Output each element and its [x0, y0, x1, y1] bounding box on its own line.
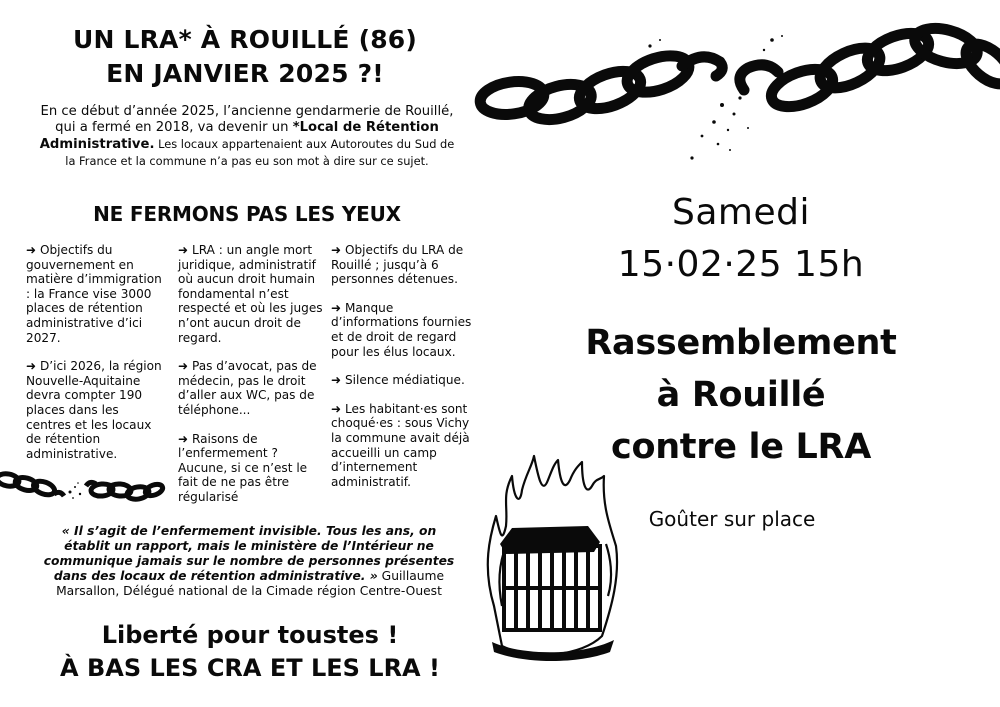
burning-cage-icon — [482, 456, 622, 666]
broken-chain-icon — [482, 10, 1000, 170]
slogan-line1: Liberté pour toustes ! — [101, 621, 399, 649]
bullet-item: ➜ D’ici 2026, la région Nouvelle-Aquitaine devra compter 190 places dans les centres et les locaux de rétention administrative. — [26, 359, 162, 461]
broken-chain-icon — [0, 466, 165, 508]
column-3 — [331, 243, 473, 503]
right-panel — [482, 0, 1000, 707]
quote-text: « Il s’agit de l’enfermement invisible. Tous les ans, on établit un rapport, mais le ministère de l’Intérieur ne communique jamais sur le nombre de personnes présentes dans des locaux de rétention administrative. » — [43, 524, 455, 583]
event-title-line1: Rassemblement — [585, 323, 897, 363]
column-2 — [178, 243, 323, 519]
bullet-item: ➜ Objectifs du gouvernement en matière d’immigration : la France vise 3000 places de rétention administrative d’ici 2027. — [26, 243, 162, 345]
event-datetime: 15·02·25 15h — [617, 244, 865, 285]
main-title-line1: UN LRA* À ROUILLÉ (86) — [72, 25, 418, 54]
intro-bold: *Local de Rétention Administrative. — [39, 120, 439, 152]
bullet-item: ➜ Silence médiatique. — [331, 373, 465, 388]
event-title-line3: contre le LRA — [611, 427, 871, 467]
bullet-item: ➜ Objectifs du LRA de Rouillé ; jusqu’à 6 personnes détenues. — [331, 243, 464, 287]
bullet-item: ➜ Manque d’informations fournies et de droit de regard pour les élus locaux. — [331, 300, 472, 359]
event-day: Samedi — [672, 192, 810, 233]
quote-block — [40, 524, 458, 599]
intro-text: En ce début d’année 2025, l’ancienne gendarmerie de Rouillé, qui a fermé en 2018, va devenir un — [40, 104, 454, 135]
snack-note: Goûter sur place — [648, 507, 816, 531]
slogan-line2: À BAS LES CRA ET LES LRA ! — [60, 654, 440, 682]
main-title-line2: EN JANVIER 2025 ?! — [106, 59, 384, 88]
intro-paragraph — [38, 104, 456, 170]
subheading: NE FERMONS PAS LES YEUX — [93, 202, 401, 226]
left-panel — [0, 0, 490, 707]
column-1 — [26, 243, 166, 475]
event-title-line2: à Rouillé — [656, 375, 826, 415]
bullet-item: ➜ Pas d’avocat, pas de médecin, pas le droit d’aller aux WC, pas de téléphone... — [178, 359, 317, 417]
bullet-item: ➜ LRA : un angle mort juridique, administratif où aucun droit humain fondamental n’est respecté et où les juges n’ont aucun droit de regard. — [178, 243, 323, 345]
bullet-item: ➜ Les habitant·es sont choqué·es : sous Vichy la commune avait déjà accueilli un camp d’internement administratif. — [331, 401, 470, 489]
quote-attribution: Guillaume Marsallon, Délégué national de la Cimade région Centre-Ouest — [56, 569, 445, 598]
bullet-item: ➜ Raisons de l’enfermement ? Aucune, si ce n’est le fait de ne pas être régularisé — [178, 431, 308, 504]
intro-small: Les locaux appartenaient aux Autoroutes du Sud de la France et la commune n’a pas eu son mot à dire sur ce sujet. — [65, 137, 455, 168]
